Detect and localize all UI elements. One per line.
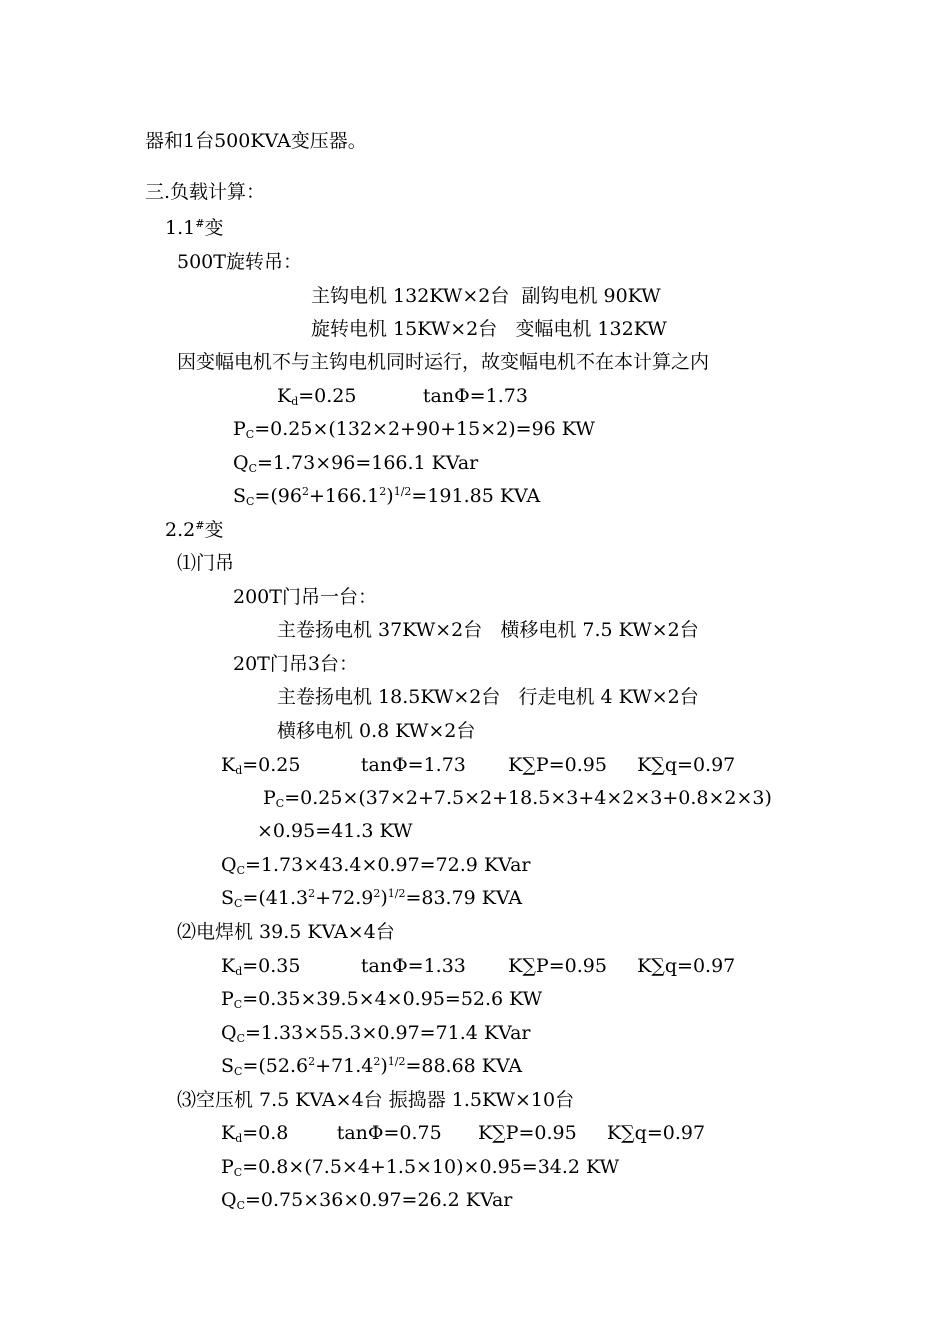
formula-line: $P_C=0.8\times(7.5\times 4+1.5\times 10)\times 0.95=34.2$ KW	[221, 1156, 620, 1179]
formula-line: $S_C=(96^2+166.1^2)^{1/2}=191.85$ KVA	[233, 485, 541, 508]
formula-line: $P_C=0.35\times 39.5\times 4\times 0.95=52.6$ KW	[221, 988, 543, 1011]
text-line: 主卷扬电机 18.5KW×2台 行走电机 4 KW×2台	[277, 686, 699, 708]
formula-line: ×0.95=41.3 KW	[257, 820, 413, 842]
formula-line: $Q_C=1.73\times 96=166.1$ KVar	[233, 452, 479, 475]
formula-line: $Q_C=1.33\times 55.3\times 0.97=71.4$ KVar	[221, 1022, 531, 1045]
formula-line: $K_d=0.25$ tanΦ=1.73 K∑P=0.95 K∑q=0.97	[221, 754, 736, 777]
text-line: 横移电机 0.8 KW×2台	[277, 720, 476, 742]
text-line: 500T旋转吊：	[177, 251, 302, 273]
text-line: 主钩电机 132KW×2台 副钩电机 90KW	[311, 285, 661, 307]
text-line: 器和1台500KVA变压器。	[145, 130, 367, 152]
formula-line: $S_C=(52.6^2+71.4^2)^{1/2}=88.68$ KVA	[221, 1055, 523, 1078]
formula-line: $Q_C=0.75\times 36\times 0.97=26.2$ KVar	[221, 1189, 513, 1212]
formula-line: $P_C=0.25\times(132\times 2+90+15\times 2)=96$ KW	[233, 418, 595, 441]
section-heading: 三.负载计算：	[145, 181, 266, 203]
formula-line: $P_C=0.25\times(37\times 2+7.5\times 2+18.5\times 3+4\times 2\times 3+0.8\times 2\times 3)$	[263, 787, 772, 810]
formula-line: $S_C=(41.3^2+72.9^2)^{1/2}=83.79$ KVA	[221, 887, 523, 910]
text-line: 旋转电机 15KW×2台 变幅电机 132KW	[311, 318, 667, 340]
text-line: 200T门吊一台：	[233, 586, 377, 608]
text-line: 20T门吊3台：	[233, 653, 358, 675]
text-line: 主卷扬电机 37KW×2台 横移电机 7.5 KW×2台	[277, 619, 699, 641]
formula-line: $Q_C=1.73\times 43.4\times 0.97=72.9$ KVar	[221, 854, 531, 877]
formula-line: $K_d=0.25$ tanΦ=1.73	[277, 385, 528, 408]
subsection-heading: 2.2#变	[165, 519, 224, 541]
text-line: 因变幅电机不与主钩电机同时运行，故变幅电机不在本计算之内	[177, 351, 710, 373]
text-line: ⑵电焊机 39.5 KVA×4台	[177, 921, 395, 943]
subsection-heading: 1.1#变	[165, 217, 224, 239]
text-line: ⑶空压机 7.5 KVA×4台 振捣器 1.5KW×10台	[177, 1089, 575, 1111]
text-line: ⑴门吊	[177, 552, 235, 574]
formula-line: $K_d=0.8$ tanΦ=0.75 K∑P=0.95 K∑q=0.97	[221, 1122, 706, 1145]
formula-line: $K_d=0.35$ tanΦ=1.33 K∑P=0.95 K∑q=0.97	[221, 955, 736, 978]
